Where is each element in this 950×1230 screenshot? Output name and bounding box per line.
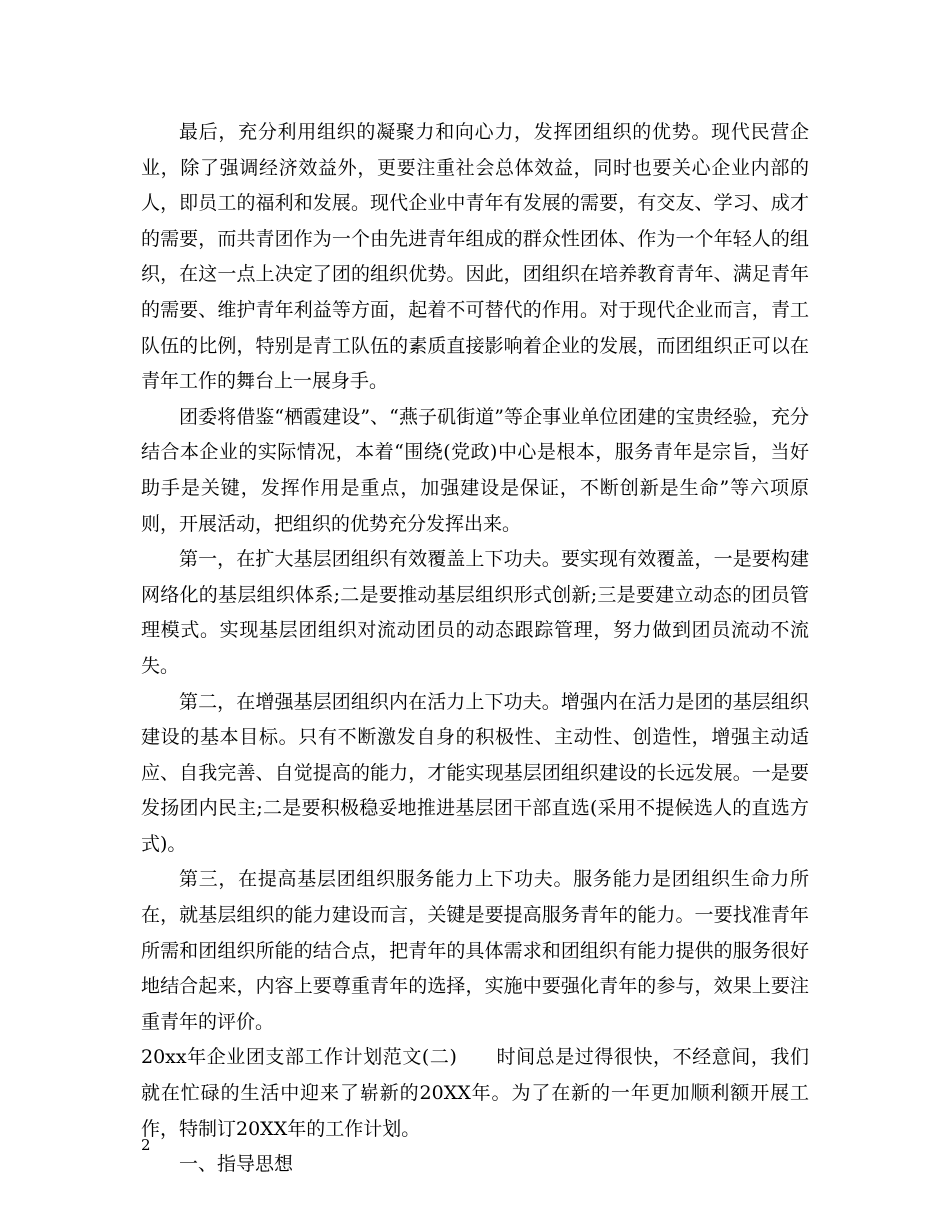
document-body [141,115,809,1183]
section-heading: 一、指导思想 [179,1153,294,1176]
body-paragraph: 最后，充分利用组织的凝聚力和向心力，发挥团组织的优势。现代民营企业，除了强调经济效益外，更要注重社会总体效益，同时也要关心企业内部的人，即员工的福利和发展。现代企业中青年有发展的需要，有交友、学习、成才的需要，而共青团作为一个由先进青年组成的群众性团体、作为一个年轻人的组织，在这一点上决定了团的组织优势。因此，团组织在培养教育青年、满足青年的需要、维护青年利益等方面，起着不可替代的作用。对于现代企业而言，青工队伍的比例，特别是青工队伍的素质直接影响着企业的发展，而团组织正可以在青年工作的舞台上一展身手。 [141,121,809,393]
page-number: 2 [141,1136,151,1154]
body-paragraph: 第二，在增强基层团组织内在活力上下功夫。增强内在活力是团的基层组织建设的基本目标。只有不断激发自身的积极性、主动性、创造性，增强主动适应、自我完善、自觉提高的能力，才能实现基层团组织建设的长远发展。一是要发扬团内民主;二是要积极稳妥地推进基层团干部直选(采用不提候选人的直选方式)。 [141,690,809,855]
body-paragraph: 第一，在扩大基层团组织有效覆盖上下功夫。要实现有效覆盖，一是要构建网络化的基层组织体系;二是要推动基层组织形式创新;三是要建立动态的团员管理模式。实现基层团组织对流动团员的动态跟踪管理，努力做到团员流动不流失。 [141,548,809,677]
body-paragraph: 团委将借鉴“栖霞建设”、“燕子矶街道”等企事业单位团建的宝贵经验，充分结合本企业的实际情况，本着“围绕(党政)中心是根本，服务青年是宗旨，当好助手是关键，发挥作用是重点，加强建设是保证，不断创新是生命”等六项原则，开展活动，把组织的优势充分发挥出来。 [141,405,809,535]
second-plan-title-paragraph: 20xx年企业团支部工作计划范文(二) 时间总是过得很快，不经意间，我们就在忙碌的生活中迎来了崭新的20XX年。为了在新的一年更加顺利额开展工作，特制订20XX年的工作计划。 [141,1046,809,1140]
body-paragraph: 第三，在提高基层团组织服务能力上下功夫。服务能力是团组织生命力所在，就基层组织的能力建设而言，关键是要提高服务青年的能力。一要找准青年所需和团组织所能的结合点，把青年的具体需求和团组织有能力提供的服务很好地结合起来，内容上要尊重青年的选择，实施中要强化青年的参与，效果上要注重青年的评价。 [141,868,809,1033]
